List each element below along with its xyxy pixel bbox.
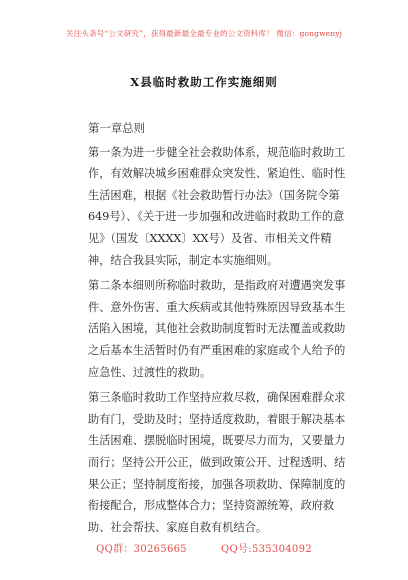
- footer-contact: [0, 540, 408, 555]
- chapter-heading: 第一章总则: [88, 121, 145, 135]
- document-title: X县临时救助工作实施细则: [130, 75, 278, 89]
- article-paragraph-2: 第二条本细则所称临时救助，是指政府对遭遇突发事件、意外伤害、重大疾病或其他特殊原因导致基本生活陷入困境，其他社会救助制度暂时无法覆盖或救助之后基本生活暂时仍有严重困难的家庭或个人给予的应急性、过渡性的救助。: [88, 279, 346, 379]
- article-paragraph-1: 第一条为进一步健全社会救助体系，规范临时救助工作，有效解决城乡困难群众突发性、紧迫性、临时性生活困难，根据《社会救助暂行办法》（国务院令第649号）、《关于进一步加强和改进临时救助工作的意见》（国发〔XXXX〕XX号）及省、市相关文件精神，结合我县实际，制定本实施细则。: [88, 145, 346, 267]
- promo-header-text: 关注头条号“公文研究”，获得最新最全最专业的公文资料库！ 微信：gongwenyj: [65, 29, 343, 38]
- footer-qq-number: QQ号:535304092: [220, 544, 312, 555]
- article-paragraph-3: 第三条临时救助工作坚持应救尽救，确保困难群众求助有门，受助及时；坚持适度救助，着眼于解决基本生活困难、摆脱临时困境，既要尽力而为，又要量力而行；坚持公开公正，做到政策公开、过程透明、结果公正；坚持制度衔接，加强各项救助、保障制度的衔接配合，形成整体合力；坚持资源统筹，政府救助、社会帮扶、家庭自救有机结合。: [88, 391, 346, 534]
- document-body: [88, 118, 350, 542]
- footer-qq-group: QQ群：30265665: [96, 544, 187, 555]
